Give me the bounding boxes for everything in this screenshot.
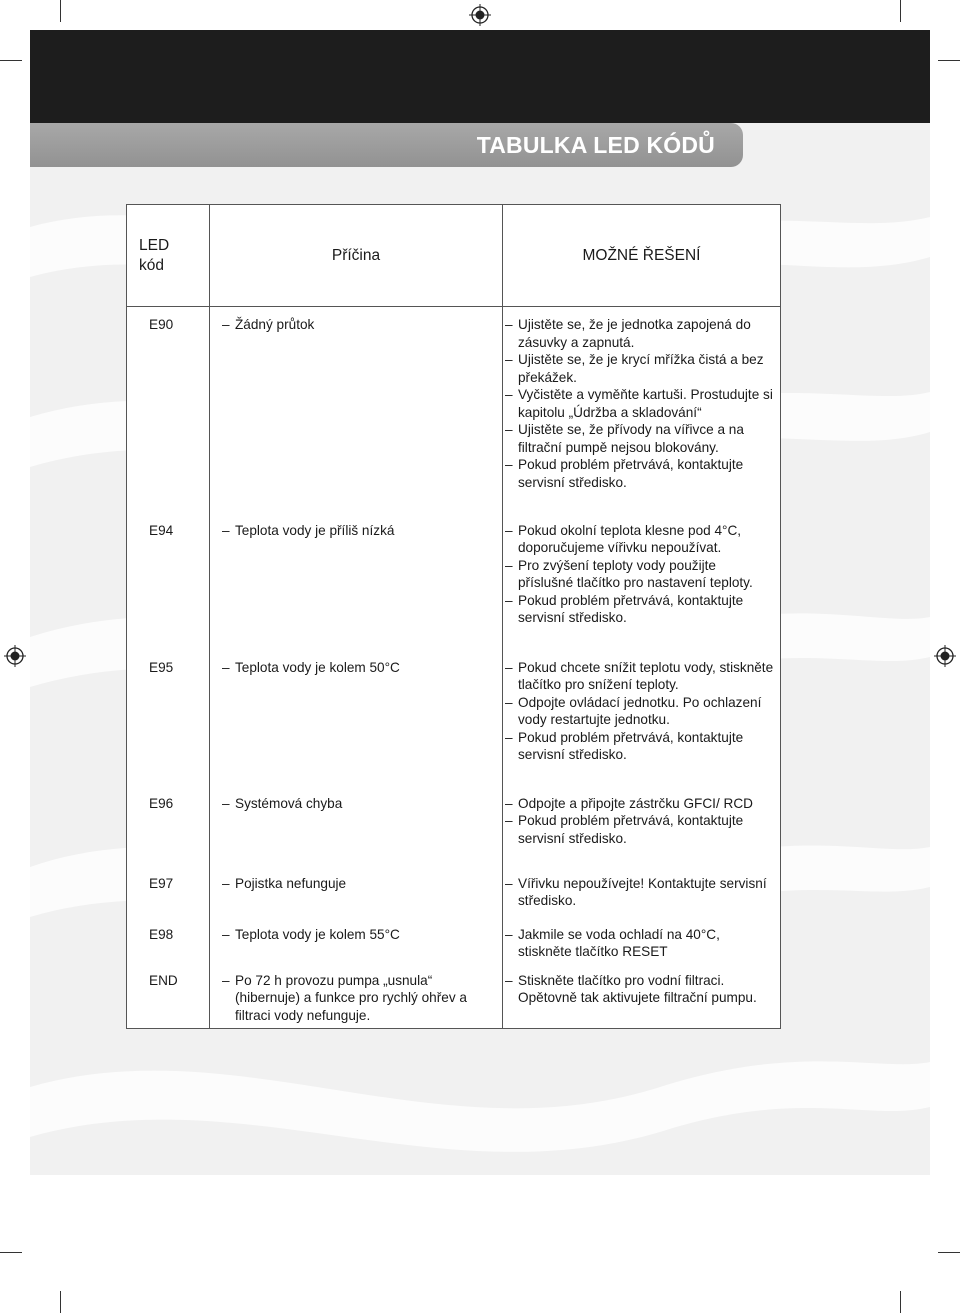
cause-cell: [210, 866, 503, 917]
registration-mark-icon: [934, 645, 956, 667]
solution-item: – Pokud problém přetrvává, kontaktujte servisní středisko.: [505, 592, 774, 627]
cause-cell: [210, 786, 503, 866]
table-row: [127, 650, 781, 786]
cause-item: – Teplota vody je kolem 50°C: [222, 659, 498, 677]
led-code: E96: [127, 786, 210, 866]
solution-cell: [503, 513, 781, 650]
cause-cell: [210, 307, 503, 513]
solution-cell: [503, 866, 781, 917]
solution-cell: [503, 650, 781, 786]
header-cause: Příčina: [210, 205, 503, 307]
header-led-code: [127, 205, 210, 307]
solution-item: – Pokud chcete snížit teplotu vody, stiskněte tlačítko pro snížení teploty.: [505, 659, 774, 694]
solution-item: – Ujistěte se, že je krycí mřížka čistá a bez překážek.: [505, 351, 774, 386]
solution-item: – Pokud problém přetrvává, kontaktujte servisní středisko.: [505, 456, 774, 491]
solution-item: – Vyčistěte a vyměňte kartuši. Prostudujte si kapitolu „Údržba a skladování“: [505, 386, 774, 421]
solution-cell: [503, 917, 781, 963]
solution-item: – Odpojte ovládací jednotku. Po ochlazení vody restartujte jednotku.: [505, 694, 774, 729]
led-code: E90: [127, 307, 210, 513]
solution-item: – Pokud problém přetrvává, kontaktujte servisní středisko.: [505, 812, 774, 847]
table-row: [127, 786, 781, 866]
solution-item: – Odpojte a připojte zástrčku GFCI/ RCD: [505, 795, 774, 813]
cause-item: – Pojistka nefunguje: [222, 875, 498, 893]
table-row: [127, 866, 781, 917]
solution-item: – Pro zvýšení teploty vody použijte příslušné tlačítko pro nastavení teploty.: [505, 557, 774, 592]
table-row: [127, 307, 781, 513]
crop-mark: [60, 0, 61, 22]
led-code-table: [126, 204, 781, 1029]
table-row: [127, 917, 781, 963]
registration-mark-icon: [4, 645, 26, 667]
crop-mark: [938, 1252, 960, 1253]
table-row: [127, 513, 781, 650]
solution-cell: [503, 307, 781, 513]
title-bar: [30, 123, 743, 167]
crop-mark: [938, 60, 960, 61]
solution-item: – Pokud okolní teplota klesne pod 4°C, doporučujeme vířivku nepoužívat.: [505, 522, 774, 557]
led-code: E98: [127, 917, 210, 963]
cause-item: – Teplota vody je kolem 55°C: [222, 926, 498, 944]
crop-mark: [900, 0, 901, 22]
cause-item: – Po 72 h provozu pumpa „usnula“ (hibernuje) a funkce pro rychlý ohřev a filtraci vody nefunguje.: [222, 972, 498, 1025]
page-title: TABULKA LED KÓDŮ: [476, 132, 715, 158]
cause-cell: [210, 513, 503, 650]
led-code: E94: [127, 513, 210, 650]
solution-item: – Vířivku nepoužívejte! Kontaktujte servisní středisko.: [505, 875, 774, 910]
led-code: E97: [127, 866, 210, 917]
led-code: E95: [127, 650, 210, 786]
table-body: [127, 307, 781, 1029]
led-code: END: [127, 963, 210, 1029]
solution-item: – Jakmile se voda ochladí na 40°C, stiskněte tlačítko RESET: [505, 926, 774, 961]
header-solution: MOŽNÉ ŘEŠENÍ: [503, 205, 781, 307]
cause-cell: [210, 963, 503, 1029]
header-black-band: [30, 30, 930, 123]
cause-item: – Žádný průtok: [222, 316, 498, 334]
solution-item: – Stiskněte tlačítko pro vodní filtraci. Opětovně tak aktivujete filtrační pumpu.: [505, 972, 774, 1007]
crop-mark: [0, 60, 22, 61]
cause-item: – Systémová chyba: [222, 795, 498, 813]
cause-cell: [210, 650, 503, 786]
crop-mark: [0, 1252, 22, 1253]
crop-mark: [60, 1291, 61, 1313]
solution-cell: [503, 786, 781, 866]
cause-cell: [210, 917, 503, 963]
solution-item: – Pokud problém přetrvává, kontaktujte servisní středisko.: [505, 729, 774, 764]
registration-mark-icon: [469, 4, 491, 26]
cause-item: – Teplota vody je příliš nízká: [222, 522, 498, 540]
table-row: [127, 963, 781, 1029]
solution-cell: [503, 963, 781, 1029]
header-led-code-label: LED kód: [139, 236, 170, 274]
solution-item: – Ujistěte se, že je jednotka zapojená do zásuvky a zapnutá.: [505, 316, 774, 351]
crop-mark: [900, 1291, 901, 1313]
solution-item: – Ujistěte se, že přívody na vířivce a na filtrační pumpě nejsou blokovány.: [505, 421, 774, 456]
